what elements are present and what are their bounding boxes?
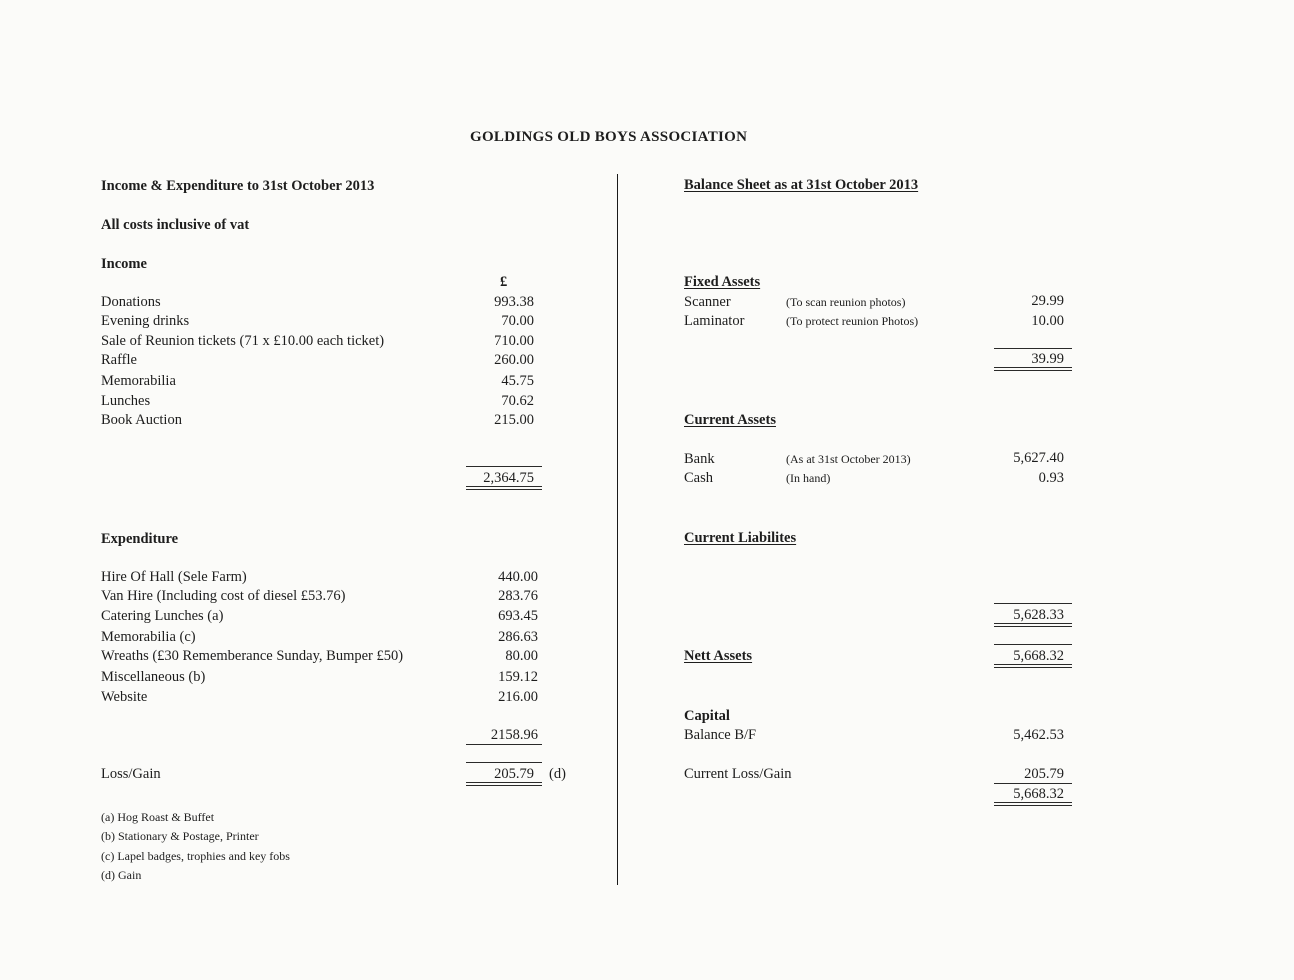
fixed-assets-heading: Fixed Assets: [684, 274, 761, 290]
capital-total-rule: [994, 805, 1072, 806]
expenditure-total: 2158.96: [490, 727, 538, 743]
income-amount: 260.00: [494, 352, 534, 368]
income-amount: 70.00: [501, 313, 534, 329]
nett-assets-rule-top: [994, 644, 1072, 645]
current-assets-total-rule: [994, 626, 1072, 627]
expenditure-label: Website: [101, 689, 148, 705]
capital-total: 5,668.32: [1013, 786, 1064, 802]
fixed-assets-total-rule-top: [994, 348, 1072, 349]
income-total-rule: [466, 486, 542, 487]
expenditure-total-rule: [466, 744, 542, 745]
expenditure-label: Catering Lunches (a): [101, 608, 224, 624]
fixed-asset-amount: 10.00: [1031, 313, 1064, 329]
nett-assets-label: Nett Assets: [684, 648, 753, 664]
expenditure-amount: 159.12: [498, 669, 538, 685]
vat-note: All costs inclusive of vat: [101, 217, 250, 233]
nett-assets-rule: [994, 667, 1072, 668]
current-assets-total-rule: [994, 623, 1072, 624]
fixed-assets-total-rule: [994, 367, 1072, 368]
income-amount: 70.62: [501, 393, 534, 409]
income-label: Lunches: [101, 393, 151, 409]
income-heading: Income: [101, 256, 147, 272]
income-label: Evening drinks: [101, 313, 190, 329]
fixed-asset-amount: 29.99: [1031, 293, 1064, 309]
expenditure-amount: 286.63: [498, 629, 538, 645]
loss-gain-rule: [466, 782, 542, 783]
fixed-asset-label: Laminator: [684, 313, 745, 329]
footnote: (b) Stationary & Postage, Printer: [101, 829, 259, 843]
column-divider: [617, 174, 618, 885]
current-asset-label: Bank: [684, 451, 715, 467]
income-amount: 45.75: [501, 373, 534, 389]
nett-assets-rule: [994, 664, 1072, 665]
expenditure-label: Memorabilia (c): [101, 629, 196, 645]
income-label: Sale of Reunion tickets (71 x £10.00 each ticket): [101, 333, 385, 349]
expenditure-label: Hire Of Hall (Sele Farm): [101, 569, 247, 585]
fixed-asset-note: (To protect reunion Photos): [786, 314, 919, 328]
loss-gain-amount: 205.79: [494, 766, 534, 782]
balance-sheet-heading: Balance Sheet as at 31st October 2013: [684, 177, 919, 193]
balance-bf-amount: 5,462.53: [1013, 727, 1064, 743]
income-total-rule-top: [466, 466, 542, 467]
loss-gain-rule: [466, 785, 542, 786]
expenditure-heading: Expenditure: [101, 531, 179, 547]
loss-gain-label: Loss/Gain: [101, 766, 161, 782]
income-total-rule: [466, 489, 542, 490]
income-label: Book Auction: [101, 412, 182, 428]
income-total: 2,364.75: [483, 470, 534, 486]
footnote: (a) Hog Roast & Buffet: [101, 810, 215, 824]
currency-symbol: £: [500, 274, 508, 290]
income-label: Raffle: [101, 352, 137, 368]
expenditure-amount: 80.00: [505, 648, 538, 664]
expenditure-amount: 283.76: [498, 588, 538, 604]
current-loss-gain-amount: 205.79: [1024, 766, 1064, 782]
current-asset-amount: 5,627.40: [1013, 450, 1064, 466]
current-assets-total-rule-top: [994, 603, 1072, 604]
fixed-asset-label: Scanner: [684, 294, 731, 310]
income-amount: 993.38: [494, 294, 534, 310]
current-assets-heading: Current Assets: [684, 412, 776, 428]
current-loss-gain-label: Current Loss/Gain: [684, 766, 792, 782]
balance-bf-label: Balance B/F: [684, 727, 757, 743]
expenditure-amount: 440.00: [498, 569, 538, 585]
expenditure-label: Wreaths (£30 Rememberance Sunday, Bumper £50): [101, 648, 404, 664]
expenditure-label: Van Hire (Including cost of diesel £53.76): [101, 588, 346, 604]
expenditure-amount: 216.00: [498, 689, 538, 705]
current-asset-amount: 0.93: [1038, 470, 1064, 486]
current-asset-note: (In hand): [786, 471, 831, 485]
page-title: GOLDINGS OLD BOYS ASSOCIATION: [470, 129, 748, 145]
expenditure-amount: 693.45: [498, 608, 538, 624]
fixed-asset-note: (To scan reunion photos): [786, 295, 906, 309]
capital-total-rule-top: [994, 783, 1072, 784]
income-expenditure-heading: Income & Expenditure to 31st October 2013: [101, 178, 375, 194]
current-asset-label: Cash: [684, 470, 713, 486]
loss-gain-rule-top: [466, 762, 542, 763]
capital-total-rule: [994, 802, 1072, 803]
loss-gain-note: (d): [549, 766, 566, 782]
fixed-assets-total-rule: [994, 370, 1072, 371]
footnote: (d) Gain: [101, 868, 142, 882]
income-label: Donations: [101, 294, 161, 310]
nett-assets-amount: 5,668.32: [1013, 648, 1064, 664]
footnote: (c) Lapel badges, trophies and key fobs: [101, 849, 290, 863]
income-label: Memorabilia: [101, 373, 176, 389]
current-liabilities-heading: Current Liabilites: [684, 530, 797, 546]
capital-heading: Capital: [684, 708, 730, 724]
income-amount: 710.00: [494, 333, 534, 349]
fixed-assets-total: 39.99: [1031, 351, 1064, 367]
current-assets-total: 5,628.33: [1013, 607, 1064, 623]
current-asset-note: (As at 31st October 2013): [786, 452, 911, 466]
income-amount: 215.00: [494, 412, 534, 428]
expenditure-label: Miscellaneous (b): [101, 669, 206, 685]
